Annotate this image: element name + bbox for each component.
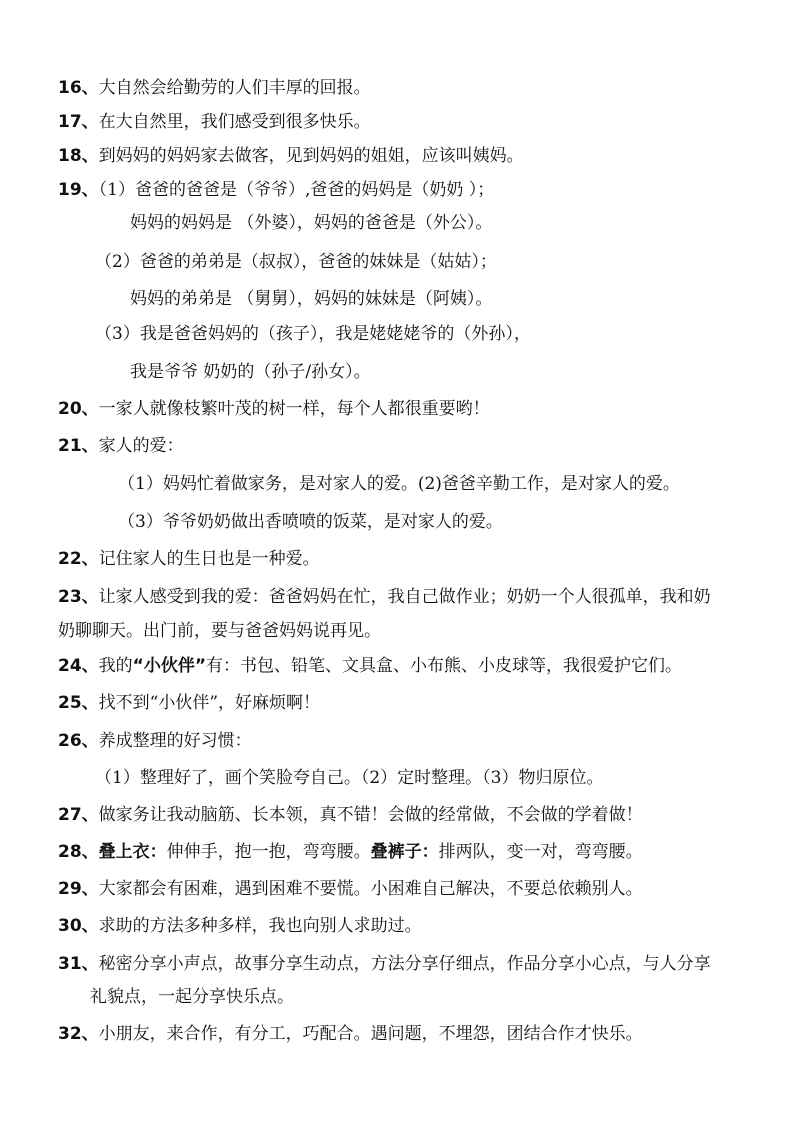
item-text: 大家都会有困难，遇到困难不要慌。小困难自己解决，不要总依赖别人。 [98, 879, 643, 899]
item-text: 排两队，变一对，弯弯腰。 [438, 842, 643, 862]
item-emphasis: 叠裤子： [370, 842, 439, 862]
item-text: 家人的爱： [98, 436, 184, 456]
item-text: 小朋友，来合作，有分工，巧配合。遇问题，不埋怨，团结合作才快乐。 [98, 1024, 643, 1044]
item-number: 18、 [58, 146, 99, 166]
item-25 [58, 691, 320, 715]
item-number: 30、 [58, 916, 99, 936]
item-19-line-6: 我是爷爷 奶奶的（孙子/孙女）。 [130, 362, 371, 382]
item-number: 25、 [58, 693, 99, 713]
item-number: 16、 [58, 78, 99, 98]
item-16 [58, 76, 371, 100]
item-22 [58, 547, 320, 571]
item-29 [58, 877, 643, 901]
item-text: 求助的方法多种多样，我也向别人求助过。 [98, 916, 422, 936]
item-17 [58, 110, 371, 134]
item-emphasis: “小伙伴” [132, 656, 207, 676]
item-21-line-2: （3）爷爷奶奶做出香喷喷的饭菜，是对家人的爱。 [118, 512, 503, 532]
item-19-line-3: （2）爸爸的弟弟是（叔叔），爸爸的妹妹是（姑姑）； [95, 252, 497, 272]
item-31-line-2: 礼貌点，一起分享快乐点。 [90, 987, 294, 1007]
item-20 [58, 397, 490, 421]
item-number: 31、 [58, 954, 99, 974]
item-text: 秘密分享小声点，故事分享生动点，方法分享仔细点，作品分享小心点，与人分享 [98, 954, 711, 974]
item-text: 在大自然里，我们感受到很多快乐。 [98, 112, 371, 132]
item-number: 19、 [58, 180, 99, 200]
item-number: 27、 [58, 805, 99, 825]
item-text: 到妈妈的妈妈家去做客，见到妈妈的姐姐，应该叫姨妈。 [98, 146, 524, 166]
item-number: 24、 [58, 656, 99, 676]
item-number: 28、 [58, 842, 99, 862]
item-number: 20、 [58, 399, 99, 419]
item-19-line-2: 妈妈的妈妈是 （外婆），妈妈的爸爸是（外公）。 [130, 213, 493, 233]
item-31 [58, 952, 711, 976]
item-19-line-4: 妈妈的弟弟是 （舅舅），妈妈的妹妹是（阿姨）。 [130, 289, 493, 309]
item-number: 26、 [58, 731, 99, 751]
item-text: 记住家人的生日也是一种爱。 [98, 549, 320, 569]
item-24 [58, 654, 682, 678]
item-text: 一家人就像枝繁叶茂的树一样，每个人都很重要哟！ [98, 399, 490, 419]
item-emphasis: 叠上衣： [98, 842, 167, 862]
item-number: 22、 [58, 549, 99, 569]
item-30 [58, 914, 422, 938]
item-text: 让家人感受到我的爱：爸爸妈妈在忙，我自己做作业；奶奶一个人很孤单，我和奶 [98, 587, 711, 607]
item-text: 伸伸手，抱一抱，弯弯腰。 [166, 842, 371, 862]
item-number: 21、 [58, 436, 99, 456]
item-text: 大自然会给勤劳的人们丰厚的回报。 [98, 78, 371, 98]
item-text-prefix: 我的 [98, 656, 133, 676]
item-23-line-2: 奶聊聊天。出门前，要与爸爸妈妈说再见。 [58, 621, 381, 641]
item-number: 32、 [58, 1024, 99, 1044]
item-number: 17、 [58, 112, 99, 132]
item-18 [58, 144, 524, 168]
item-19-line-5: （3）我是爸爸妈妈的（孩子），我是姥姥姥爷的（外孙）， [95, 324, 531, 344]
item-21-line-1: （1）妈妈忙着做家务，是对家人的爱。(2)爸爸辛勤工作，是对家人的爱。 [118, 474, 680, 494]
item-text: 有：书包、铅笔、文具盒、小布熊、小皮球等，我很爱护它们。 [206, 656, 683, 676]
item-number: 29、 [58, 879, 99, 899]
item-26 [58, 729, 252, 753]
item-19 [58, 178, 494, 202]
item-text: （1）爸爸的爸爸是（爷爷）,爸爸的妈妈是（奶奶 ）； [98, 180, 495, 200]
item-23 [58, 585, 711, 609]
item-26-line-1: （1）整理好了，画个笑脸夸自己。（2）定时整理。（3）物归原位。 [95, 768, 604, 788]
item-number: 23、 [58, 587, 99, 607]
item-27 [58, 803, 643, 827]
item-text: 养成整理的好习惯： [98, 731, 252, 751]
item-21 [58, 434, 184, 458]
item-32 [58, 1022, 643, 1046]
item-text: 找不到“小伙伴”，好麻烦啊！ [98, 693, 321, 713]
item-text: 做家务让我动脑筋、长本领，真不错！会做的经常做，不会做的学着做！ [98, 805, 643, 825]
item-28 [58, 840, 643, 864]
